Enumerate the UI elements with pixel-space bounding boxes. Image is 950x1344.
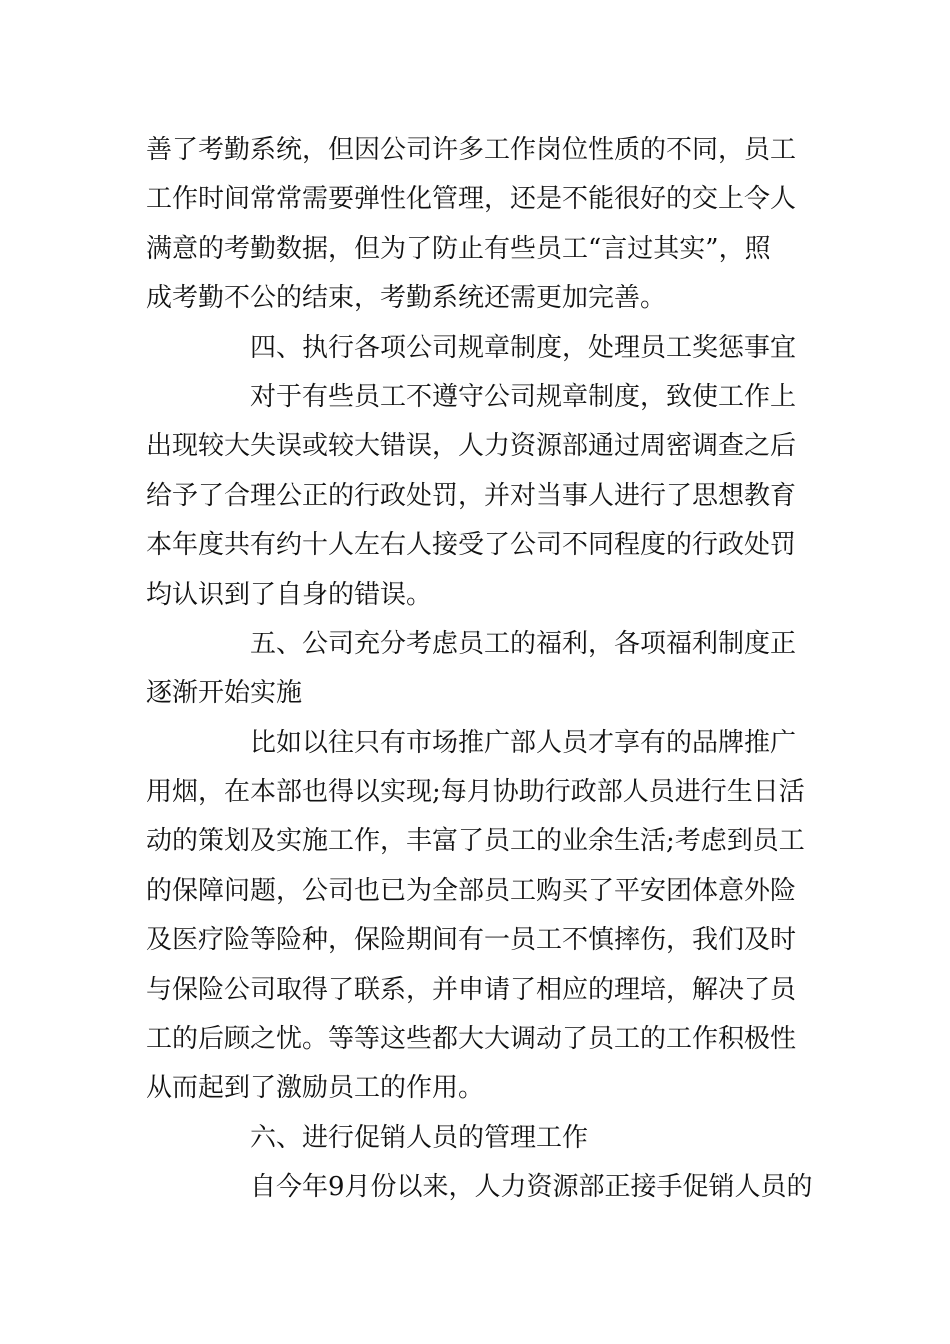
text-line: 四、执行各项公司规章制度，处理员工奖惩事宜 xyxy=(250,332,797,363)
text-line: 出现较大失误或较大错误，人力资源部通过周密调查之后 xyxy=(146,431,797,462)
text-line: 用烟，在本部也得以实现;每月协助行政部人员进行生日活 xyxy=(146,777,805,808)
text-line: 本年度共有约十人左右人接受了公司不同程度的行政处罚 xyxy=(146,530,797,561)
text-line: 五、公司充分考虑员工的福利，各项福利制度正 xyxy=(250,628,797,659)
text-line: 六、进行促销人员的管理工作 xyxy=(250,1122,589,1153)
text-line: 给予了合理公正的行政处罚，并对当事人进行了思想教育 xyxy=(146,480,797,511)
text-line: 与保险公司取得了联系，并申请了相应的理培，解决了员 xyxy=(146,974,797,1005)
text-line: 自今年9月份以来，人力资源部正接手促销人员的 xyxy=(250,1172,813,1203)
text-line: 逐渐开始实施 xyxy=(146,678,303,709)
text-line: 对于有些员工不遵守公司规章制度，致使工作上 xyxy=(250,381,797,412)
text-line: 从而起到了激励员工的作用。 xyxy=(146,1073,485,1104)
text-line: 动的策划及实施工作，丰富了员工的业余生活;考虑到员工 xyxy=(146,826,805,857)
text-line: 均认识到了自身的错误。 xyxy=(146,579,433,610)
text-line: 的保障问题，公司也已为全部员工购买了平安团体意外险 xyxy=(146,875,797,906)
text-line: 善了考勤系统，但因公司许多工作岗位性质的不同，员工 xyxy=(146,135,797,165)
text-line: 成考勤不公的结束，考勤系统还需更加完善。 xyxy=(146,283,667,314)
text-line: 工的后顾之忧。等等这些都大大调动了员工的工作积极性 xyxy=(146,1024,797,1055)
text-line: 满意的考勤数据，但为了防止有些员工“言过其实”，照 xyxy=(146,233,771,264)
text-line: 工作时间常常需要弹性化管理，还是不能很好的交上令人 xyxy=(146,184,797,215)
body-text xyxy=(146,126,813,1213)
text-line: 及医疗险等险种，保险期间有一员工不慎摔伤，我们及时 xyxy=(146,925,797,956)
text-line: 比如以往只有市场推广部人员才享有的品牌推广 xyxy=(250,727,797,758)
